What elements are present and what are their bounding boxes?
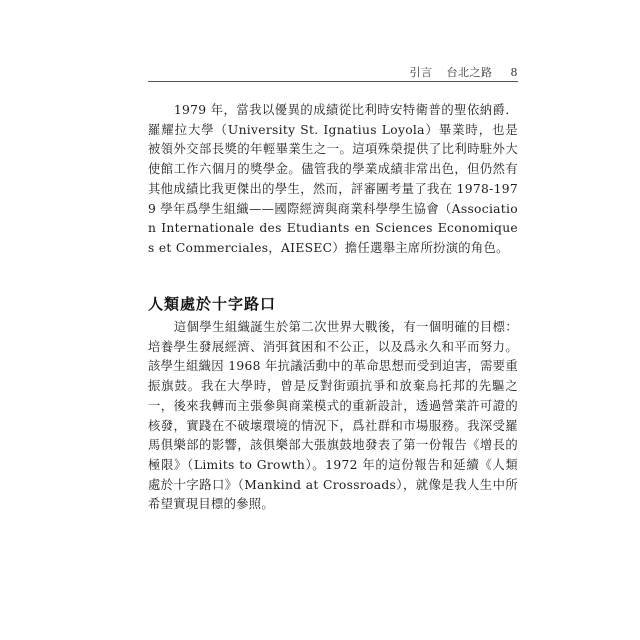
header-chapter: 引言 bbox=[409, 66, 433, 79]
header-title: 台北之路 bbox=[446, 66, 493, 79]
paragraph-1: 1979 年，當我以優異的成績從比利時安特衛普的聖依納爵．羅耀拉大學（University St. Ignatius Loyola）畢業時，也是被領外交部長獎的年輕畢業生之一。這項殊榮提供了比利時駐外大使館工作六個月的獎學金。儘管我的學業成績非常出色，但仍然有其他成績比我更傑出的學生，然而，評審團考量了我在 1978-1979 學年爲學生組織——國際經濟與商業科學學生協會（Association Internationale des Etudiants en Sciences Economiques et Commerciales，AIESEC）擔任選舉主席所扮演的角色。 bbox=[148, 103, 518, 255]
header-rule bbox=[148, 81, 518, 82]
section-heading: 人類處於十字路口 bbox=[148, 295, 277, 313]
header-text bbox=[410, 64, 519, 80]
paragraph-2: 這個學生組織誕生於第二次世界大戰後，有一個明確的目標：培養學生發展經濟、消弭貧困和不公正，以及爲永久和平而努力。該學生組織因 1968 年抗議活動中的革命思想而受到迫害，需要重振旗鼓。我在大學時，曾是反對街頭抗爭和放棄烏托邦的先驅之一，後來我轉而主張參與商業模式的重新設計，透過營業許可證的核發，實踐在不破壞環境的情況下，爲社群和市場服務。我深受羅馬俱樂部的影響，該俱樂部大張旗鼓地發表了第一份報告《增長的極限》（Limits to Growth）。1972 年的這份報告和延續《人類處於十字路口》（Mankind at Crossroads），就像是我人生中所希望實現目標的參照。 bbox=[148, 320, 518, 512]
running-header bbox=[148, 58, 518, 82]
page-number: 8 bbox=[510, 66, 518, 79]
